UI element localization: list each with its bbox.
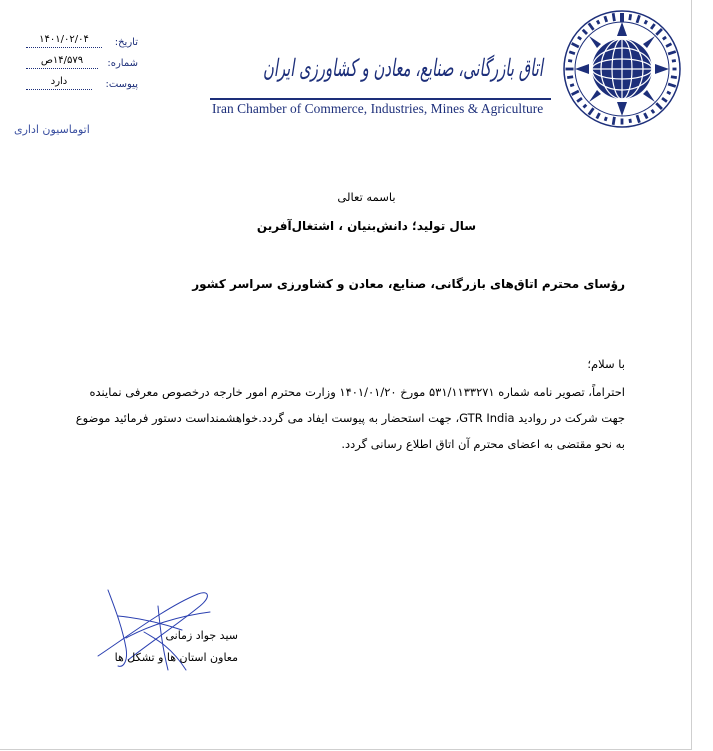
department-name: اتوماسیون اداری: [14, 123, 90, 136]
number-row: [18, 54, 138, 75]
salutation: با سلام؛: [587, 357, 625, 371]
body-line: جهت شرکت در روادید GTR India، جهت استحضار به پیوست ایفاد می گردد.خواهشمنداست دستور فرمائید موضوع: [75, 411, 625, 425]
attachment-label: پیوست:: [105, 79, 138, 90]
attachment-row: [18, 75, 138, 96]
letter-body: [65, 379, 625, 457]
date-label: تاریخ:: [114, 37, 138, 48]
bismillah: باسمه تعالی: [337, 190, 396, 204]
signer-title: معاون استان ها و تشکل ها: [114, 651, 238, 664]
body-line: به نحو مقتضی به اعضای محترم آن اتاق اطلاع رسانی گردد.: [341, 437, 625, 451]
header-rule: [210, 98, 551, 100]
signer-name: سید جواد زمانی: [165, 629, 238, 642]
date-value: ۱۴۰۱/۰۲/۰۴: [26, 33, 102, 48]
year-motto: سال تولید؛ دانش‌بنیان ، اشتغال‌آفرین: [256, 219, 477, 233]
body-line: احتراماً، تصویر نامه شماره ۵۳۱/۱۱۳۳۲۷۱ مورخ ۱۴۰۱/۰۱/۲۰ وزارت محترم امور خارجه درخصوص معرفی نماینده: [89, 385, 625, 399]
chamber-title-calligraphy: [255, 36, 551, 92]
chamber-logo-icon: [561, 8, 683, 130]
number-value: ۱۴/۵۷۹ص: [26, 54, 98, 69]
number-label: شماره:: [107, 58, 138, 69]
attachment-value: دارد: [26, 75, 92, 90]
letter-meta: [18, 33, 138, 96]
recipients: رؤسای محترم اتاق‌های بازرگانی، صنایع، معادن و کشاورزی سراسر کشور: [192, 277, 625, 291]
chamber-title-english: Iran Chamber of Commerce, Industries, Mines & Agriculture: [212, 101, 544, 116]
date-row: [18, 33, 138, 54]
svg-text:اتاق بازرگانی، صنایع، معادن و: اتاق بازرگانی، صنایع، معادن و کشاورزی ایران: [263, 54, 545, 82]
